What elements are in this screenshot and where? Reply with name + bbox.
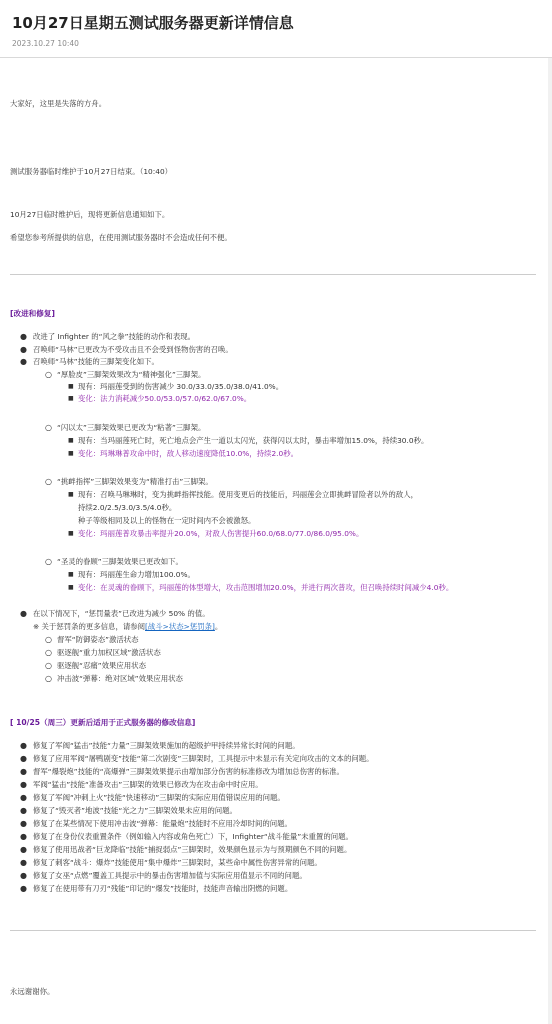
circle-bullet-icon: ○ [45, 674, 52, 683]
square-bullet-icon: ■ [68, 571, 74, 578]
bullet-icon: ● [20, 858, 27, 867]
tripod-change: 变化：玛丽莲普攻暴击率提升20.0%，对敌人伤害提升60.0/68.0/77.0/86.0/95.0%。 [78, 529, 364, 538]
bullet-icon: ● [20, 832, 27, 841]
divider [10, 274, 536, 275]
square-bullet-icon: ■ [68, 530, 74, 537]
list-item: 修复了应用军阀“屠鸭剧变”技能“第二次剧变”三脚架时，工具提示中未显示有关定向攻击的文本的问题。 [33, 754, 374, 763]
tripod-change: 变化：在灵魂的眷顾下，玛丽莲的体型增大，攻击范围增加20.0%，并进行两次普攻，但召唤持续时间减少4.0秒。 [78, 583, 454, 592]
bullet-icon: ● [20, 884, 27, 893]
circle-bullet-icon: ○ [45, 370, 52, 379]
closing-text: 永远谢谢你。 [10, 987, 55, 996]
post-title: 10月27日星期五测试服务器更新详情信息 [12, 14, 294, 32]
tripod-heading: “厚脸皮”三脚架效果改为“精神强化”三脚架。 [57, 370, 206, 379]
bullet-icon: ● [20, 357, 27, 366]
tripod-current: 现有：召唤马琳琳时，变为挑衅指挥技能。使用变更后的技能后，玛丽莲会立即挑衅冒险者以外的敌人， [78, 490, 418, 499]
list-item: 召唤师“马林”已更改为不受攻击且不会受到怪物伤害的召唤。 [33, 345, 233, 354]
penalty-note [33, 622, 222, 632]
list-item: 修复了在某些情况下使用冲击波“弹幕：能量炮”技能时不应用冷却时间的问题。 [33, 819, 292, 828]
list-item: 修复了军阀“冲刺上火”技能“快速移动”三脚架的实际应用值错误应用的问题。 [33, 793, 285, 802]
bullet-icon: ● [20, 793, 27, 802]
square-bullet-icon: ■ [68, 437, 74, 444]
notice-text: 10月27日临时维护后，现将更新信息通知如下。 [10, 210, 170, 219]
post-content [0, 58, 552, 1024]
circle-bullet-icon: ○ [45, 423, 52, 432]
square-bullet-icon: ■ [68, 383, 74, 390]
tripod-current: 现有：玛丽莲受到的伤害减少 30.0/33.0/35.0/38.0/41.0%。 [78, 382, 284, 391]
divider [10, 930, 536, 931]
greeting-text: 大家好，这里是失落的方舟。 [10, 99, 107, 108]
tripod-current-cont: 持续2.0/2.5/3.0/3.5/4.0秒。 [78, 503, 177, 512]
section-title-live-changes: [ 10/25（周三）更新后适用于正式服务器的修改信息] [10, 718, 196, 727]
list-item: 督军“爆裂炮”技能的“高爆弹”三脚架效果提示由增加部分伤害的标准修改为增加总伤害的标准。 [33, 767, 344, 776]
post-date: 2023.10.27 10:40 [12, 39, 79, 48]
reference-text: 希望您参考所提供的信息，在使用测试服务器时不会造成任何不便。 [10, 233, 232, 242]
circle-bullet-icon: ○ [45, 477, 52, 486]
bullet-icon: ● [20, 871, 27, 880]
square-bullet-icon: ■ [68, 395, 74, 402]
list-item: 驱逐舰“忍痛”效果应用状态 [57, 661, 146, 670]
list-item: 修复了刺客“战斗：爆炸”技能使用“集中爆炸”三脚架时，某些命中属性伤害异常的问题。 [33, 858, 322, 867]
bullet-icon: ● [20, 767, 27, 776]
tripod-current-cont: 种子等级相同及以上的怪物在一定时间内不会被激怒。 [78, 516, 256, 525]
list-item: 修复了“毁灭者”地波”技能“光之力”三脚架效果未应用的问题。 [33, 806, 237, 815]
square-bullet-icon: ■ [68, 491, 74, 498]
bullet-icon: ● [20, 345, 27, 354]
circle-bullet-icon: ○ [45, 648, 52, 657]
note-suffix: 。 [214, 622, 223, 631]
list-item: 军阀“猛击”技能“准备攻击”三脚架的效果已修改为在攻击命中时应用。 [33, 780, 263, 789]
note-prefix: ※ 关于惩罚条的更多信息，请参阅 [33, 622, 146, 631]
list-item: 修复了女巫“点燃”覆盖工具提示中的暴击伤害增加值与实际应用值显示不同的问题。 [33, 871, 307, 880]
bullet-icon: ● [20, 332, 27, 341]
tripod-heading: “闪以太”三脚架效果已更改为“粘著”三脚架。 [57, 423, 206, 432]
maintenance-text: 测试服务器临时维护于10月27日结束。（10:40） [10, 167, 173, 176]
bullet-icon: ● [20, 819, 27, 828]
list-item: 修复了在身份仪表重置条件（例如输入内容或角色死亡）下，Infighter“战斗能量”未重置的问题。 [33, 832, 353, 841]
bullet-icon: ● [20, 741, 27, 750]
list-item: 督军“防御姿态”激活状态 [57, 635, 139, 644]
list-item: 冲击波“弹幕：绝对区域”效果应用状态 [57, 674, 183, 683]
tripod-heading: “挑衅指挥”三脚架效果变为“精准打击”三脚架。 [57, 477, 213, 486]
list-item: 修复了军阀“猛击”技能“力量”三脚架效果施加的超级护甲持续异常长时间的问题。 [33, 741, 300, 750]
penalty-link[interactable]: [战斗>状态>惩罚条] [145, 622, 215, 631]
bullet-icon: ● [20, 754, 27, 763]
post-header [0, 0, 552, 58]
tripod-heading: “圣灵的眷顾”三脚架效果已更改如下。 [57, 557, 183, 566]
circle-bullet-icon: ○ [45, 635, 52, 644]
bullet-icon: ● [20, 845, 27, 854]
bullet-icon: ● [20, 609, 27, 618]
tripod-change: 变化：玛琳琳普攻命中时，敌人移动速度降低10.0%，持续2.0秒。 [78, 449, 299, 458]
tripod-change: 变化：法力消耗减少50.0/53.0/57.0/62.0/67.0%。 [78, 394, 252, 403]
tripod-current: 现有：玛丽莲生命力增加100.0%。 [78, 570, 195, 579]
square-bullet-icon: ■ [68, 584, 74, 591]
section-title-improvements: [改进和修复] [10, 309, 55, 318]
circle-bullet-icon: ○ [45, 557, 52, 566]
tripod-current: 现有：当玛丽莲死亡时，死亡地点会产生一道以太闪光，获得闪以太时，暴击率增加15.0%，持续30.0秒。 [78, 436, 429, 445]
penalty-text: 在以下情况下，“惩罚量表”已改进为减少 50% 的值。 [33, 609, 210, 618]
bullet-icon: ● [20, 780, 27, 789]
list-item: 修复了在使用带有刀刃“残能”印记的“爆发”技能时，技能声音输出阴燃的问题。 [33, 884, 293, 893]
circle-bullet-icon: ○ [45, 661, 52, 670]
list-item: 改进了 Infighter 的“风之拳”技能的动作和表现。 [33, 332, 195, 341]
list-item: 驱逐舰“重力加权区域”激活状态 [57, 648, 161, 657]
list-item: 召唤师“马林”技能的三脚架变化如下。 [33, 357, 159, 366]
bullet-icon: ● [20, 806, 27, 815]
square-bullet-icon: ■ [68, 450, 74, 457]
list-item: 修复了使用迅战者“巨龙降临”技能“捕捉弱点”三脚架时，效果颜色显示为与预期颜色不同的问题。 [33, 845, 352, 854]
